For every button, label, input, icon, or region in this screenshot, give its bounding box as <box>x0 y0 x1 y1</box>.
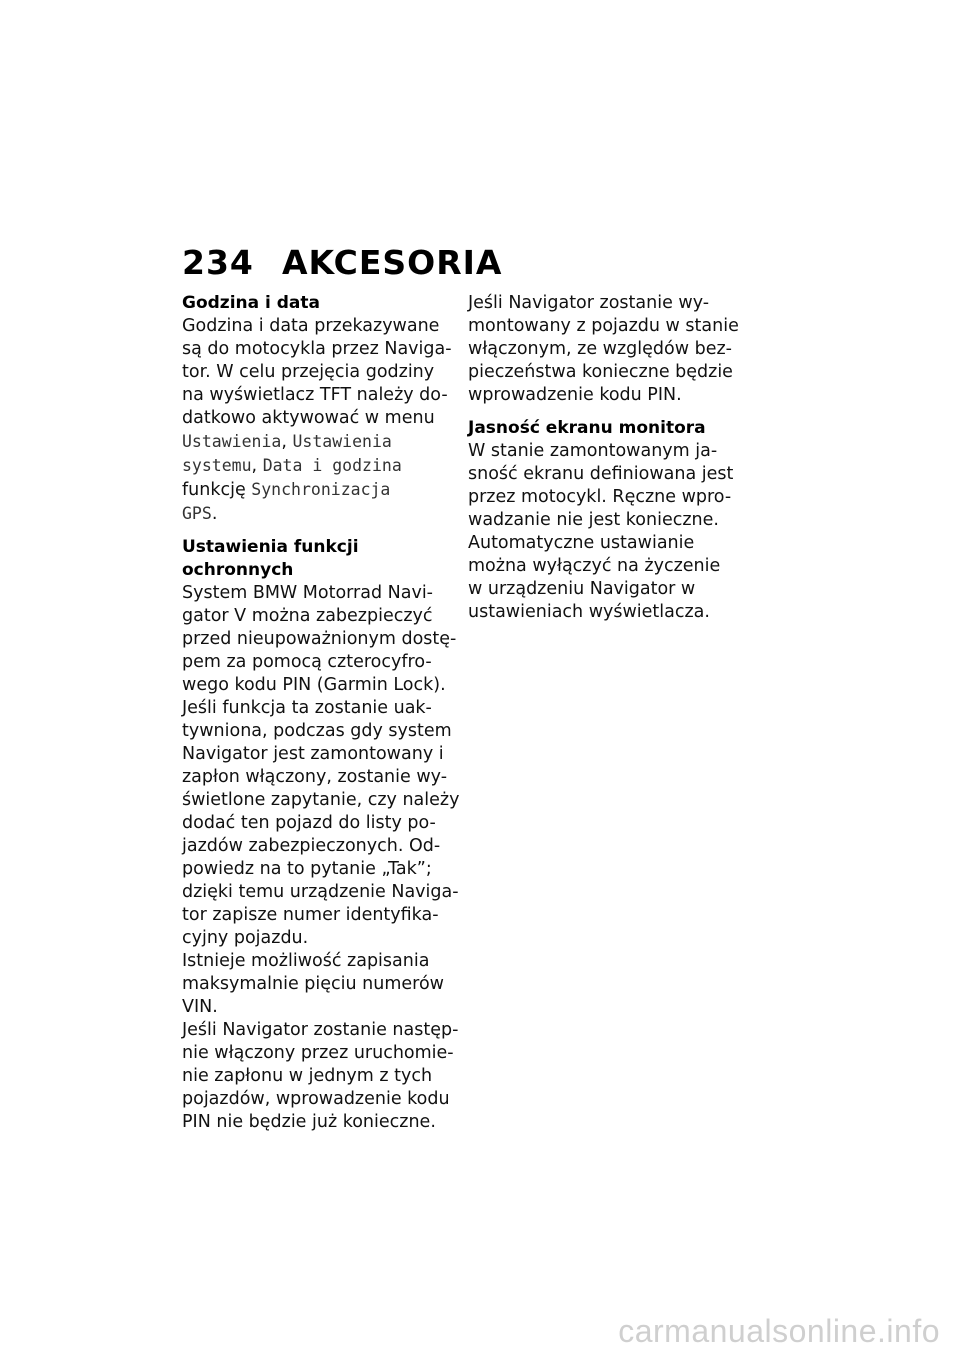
text-line: datkowo aktywować w menu <box>182 408 435 428</box>
menu-item-date-time: Data i godzina <box>262 456 402 475</box>
menu-path-line <box>182 454 454 478</box>
text-line: System BMW Motorrad Navi- <box>182 583 433 603</box>
section-protection <box>182 536 460 1134</box>
text-line: włączonym, ze względów bez- <box>468 339 732 359</box>
menu-path-line <box>182 478 454 502</box>
text-line: VIN. <box>182 997 218 1017</box>
text-line: pojazdów, wprowadzenie kodu <box>182 1089 450 1109</box>
text-line: PIN nie będzie już konieczne. <box>182 1112 436 1132</box>
menu-item-system: systemu <box>182 456 252 475</box>
text-line: można wyłączyć na życzenie <box>468 556 721 576</box>
paragraph <box>468 440 740 624</box>
paragraph <box>182 582 460 1134</box>
page-header <box>182 243 502 282</box>
text-line: Jeśli Navigator zostanie wy- <box>468 293 710 313</box>
text-line: na wyświetlacz TFT należy do- <box>182 385 448 405</box>
text-line: świetlone zapytanie, czy należy <box>182 790 460 810</box>
text-line: powiedz na to pytanie „Tak”; <box>182 859 432 879</box>
text-line: nie zapłonu w jednym z tych <box>182 1066 433 1086</box>
text-line: są do motocykla przez Naviga- <box>182 339 452 359</box>
text-line: nie włączony przez uruchomie- <box>182 1043 454 1063</box>
section-heading: Ustawienia funkcji ochronnych <box>182 537 359 580</box>
text-line: pieczeństwa konieczne będzie <box>468 362 733 382</box>
text-line: montowany z pojazdu w stanie <box>468 316 739 336</box>
text-line: wprowadzenie kodu PIN. <box>468 385 682 405</box>
text-line: przed nieupoważnionym dostę- <box>182 629 457 649</box>
section-brightness <box>468 417 740 624</box>
page-number: 234 <box>182 243 254 282</box>
text-fragment: funkcję <box>182 480 252 500</box>
text-line: jazdów zabezpieczonych. Od- <box>182 836 441 856</box>
text-line: Navigator jest zamontowany i <box>182 744 444 764</box>
text-line: wego kodu PIN (Garmin Lock). <box>182 675 446 695</box>
text-line: przez motocykl. Ręczne wpro- <box>468 487 732 507</box>
watermark: carmanualsonline.info <box>618 1313 940 1349</box>
menu-item-sync: Synchronizacja <box>251 480 391 499</box>
chapter-title: AKCESORIA <box>282 243 503 282</box>
text-line: maksymalnie pięciu numerów <box>182 974 444 994</box>
section-heading: Jasność ekranu monitora <box>468 418 706 438</box>
text-line: tywniona, podczas gdy system <box>182 721 452 741</box>
paragraph <box>182 315 454 526</box>
text-line: pem za pomocą czterocyfro- <box>182 652 432 672</box>
paragraph <box>468 292 740 407</box>
section-heading: Godzina i data <box>182 293 321 313</box>
text-line: dzięki temu urządzenie Naviga- <box>182 882 459 902</box>
text-line: w urządzeniu Navigator w <box>468 579 696 599</box>
right-column <box>468 292 740 634</box>
menu-path-line <box>182 430 454 454</box>
text-line: gator V można zabezpieczyć <box>182 606 433 626</box>
text-line: Godzina i data przekazywane <box>182 316 440 336</box>
text-line: wadzanie nie jest konieczne. <box>468 510 719 530</box>
text-line: zapłon włączony, zostanie wy- <box>182 767 448 787</box>
text-line: Automatyczne ustawianie <box>468 533 695 553</box>
section-removal <box>468 292 740 407</box>
menu-path-line <box>182 502 454 526</box>
text-line: tor zapisze numer identyfika- <box>182 905 439 925</box>
text-line: dodać ten pojazd do listy po- <box>182 813 436 833</box>
menu-item-settings: Ustawienia <box>182 432 282 451</box>
separator: , <box>281 432 293 452</box>
text-line: tor. W celu przejęcia godziny <box>182 362 435 382</box>
text-line: ustawieniach wyświetlacza. <box>468 602 710 622</box>
text-line: Jeśli funkcja ta zostanie uak- <box>182 698 432 718</box>
text-line: Jeśli Navigator zostanie następ- <box>182 1020 459 1040</box>
text-fragment: . <box>211 504 218 524</box>
left-column <box>182 292 460 1144</box>
menu-item-gps: GPS <box>182 504 212 523</box>
section-time-date <box>182 292 454 526</box>
text-line: W stanie zamontowanym ja- <box>468 441 718 461</box>
separator: , <box>251 456 263 476</box>
text-line: sność ekranu definiowana jest <box>468 464 734 484</box>
text-line: cyjny pojazdu. <box>182 928 309 948</box>
menu-item-settings-2: Ustawienia <box>292 432 392 451</box>
text-line: Istnieje możliwość zapisania <box>182 951 430 971</box>
